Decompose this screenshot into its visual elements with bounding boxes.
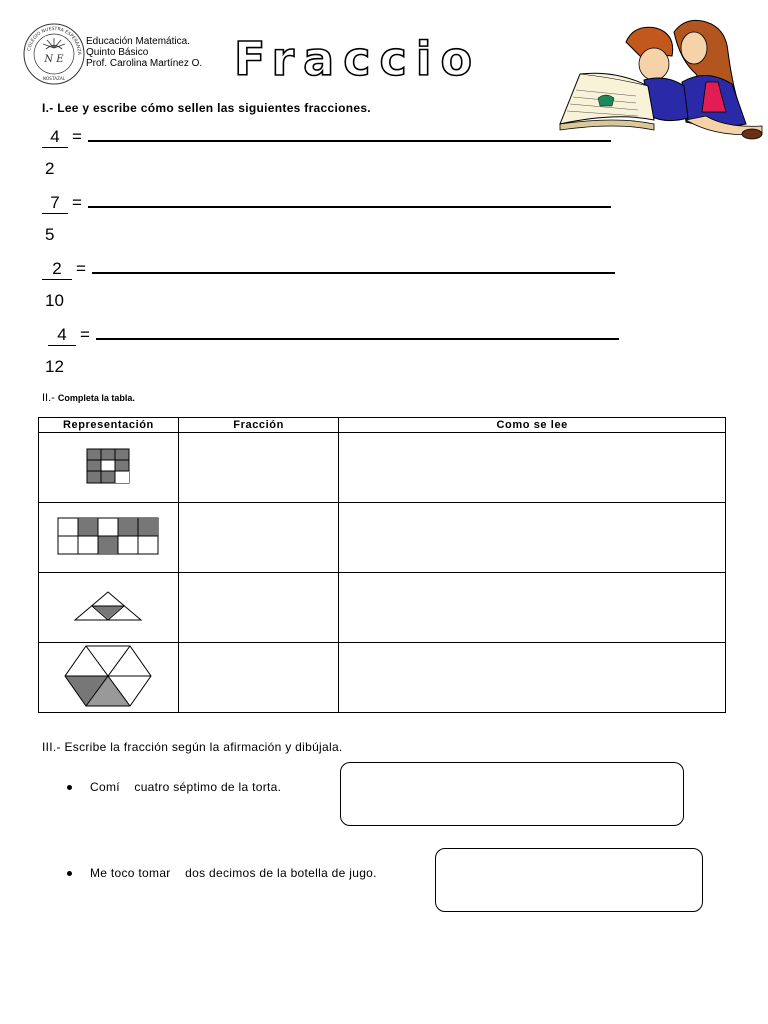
header-representation: Representación [39,418,179,433]
fraction-item-2 [42,192,611,214]
fraction-denominator: 12 [45,357,64,376]
reading-answer-cell[interactable] [339,643,726,713]
fraction-numerator: 7 [42,193,68,214]
statement-text: Comí cuatro séptimo de la torta. [90,780,282,794]
header-how-to-read: Como se lee [339,418,726,433]
fraction-numerator: 4 [48,325,76,346]
header-fraction: Fracción [178,418,339,433]
statement-item-2 [67,866,377,880]
statement-text: Me toco tomar dos decimos de la botella de jugo. [90,866,377,880]
subject-line: Educación Matemática. [86,36,190,47]
answer-line[interactable] [92,258,615,274]
school-info [86,36,202,69]
drawing-box-1[interactable] [340,762,684,826]
reading-answer-cell[interactable] [339,503,726,573]
equals-sign: = [76,259,86,278]
children-reading-illustration [556,12,768,142]
equals-sign: = [80,325,90,344]
representation-cell [39,433,179,503]
representation-cell [39,503,179,573]
table-row [39,433,726,503]
fraction-answer-cell[interactable] [178,573,339,643]
svg-text:NOSTAZAL: NOSTAZAL [42,76,66,81]
table-row [39,503,726,573]
fraction-numerator: 2 [42,259,72,280]
reading-answer-cell[interactable] [339,433,726,503]
triangle-shape [73,590,143,622]
svg-text:COLEGIO NUESTRA ESPERANZA: COLEGIO NUESTRA ESPERANZA [27,26,82,56]
fraction-answer-cell[interactable] [178,503,339,573]
fraction-numerator: 4 [42,127,68,148]
worksheet-title-text: Fraccio [234,32,482,80]
grid-3x3-shape [86,448,130,484]
fraction-answer-cell[interactable] [178,643,339,713]
bullet-icon [67,871,72,876]
bullet-icon [67,785,72,790]
answer-line[interactable] [96,324,619,340]
worksheet-title [228,30,558,80]
statement-item-1 [67,780,281,794]
grade-line: Quinto Básico [86,47,149,58]
fraction-item-4 [48,324,619,346]
answer-line[interactable] [88,126,611,142]
fraction-denominator: 5 [45,225,55,244]
representation-cell [39,573,179,643]
section-3-title: III.- Escribe la fracción según la afirmación y dibújala. [42,740,343,754]
svg-text:N E: N E [44,54,64,65]
equals-sign: = [72,193,82,212]
fraction-denominator: 2 [45,159,55,178]
fractions-table [38,417,726,713]
teacher-line: Prof. Carolina Martínez O. [86,58,203,69]
fraction-item-1 [42,126,611,148]
representation-cell [39,643,179,713]
fraction-answer-cell[interactable] [178,433,339,503]
section-2-title [42,392,135,404]
hexagon-shape [64,645,152,707]
section-1-title: I.- Lee y escribe cómo sellen las siguientes fracciones. [42,101,371,115]
equals-sign: = [72,127,82,146]
table-row [39,643,726,713]
reading-answer-cell[interactable] [339,573,726,643]
section-2-text: Completa la tabla. [57,393,135,403]
answer-line[interactable] [88,192,611,208]
fraction-denominator: 10 [45,291,64,310]
school-seal-logo [22,22,86,86]
drawing-box-2[interactable] [435,848,703,912]
rectangle-grid-shape [57,517,159,555]
section-2-prefix: II.- [42,392,58,404]
table-row [39,573,726,643]
fraction-item-3 [42,258,615,280]
